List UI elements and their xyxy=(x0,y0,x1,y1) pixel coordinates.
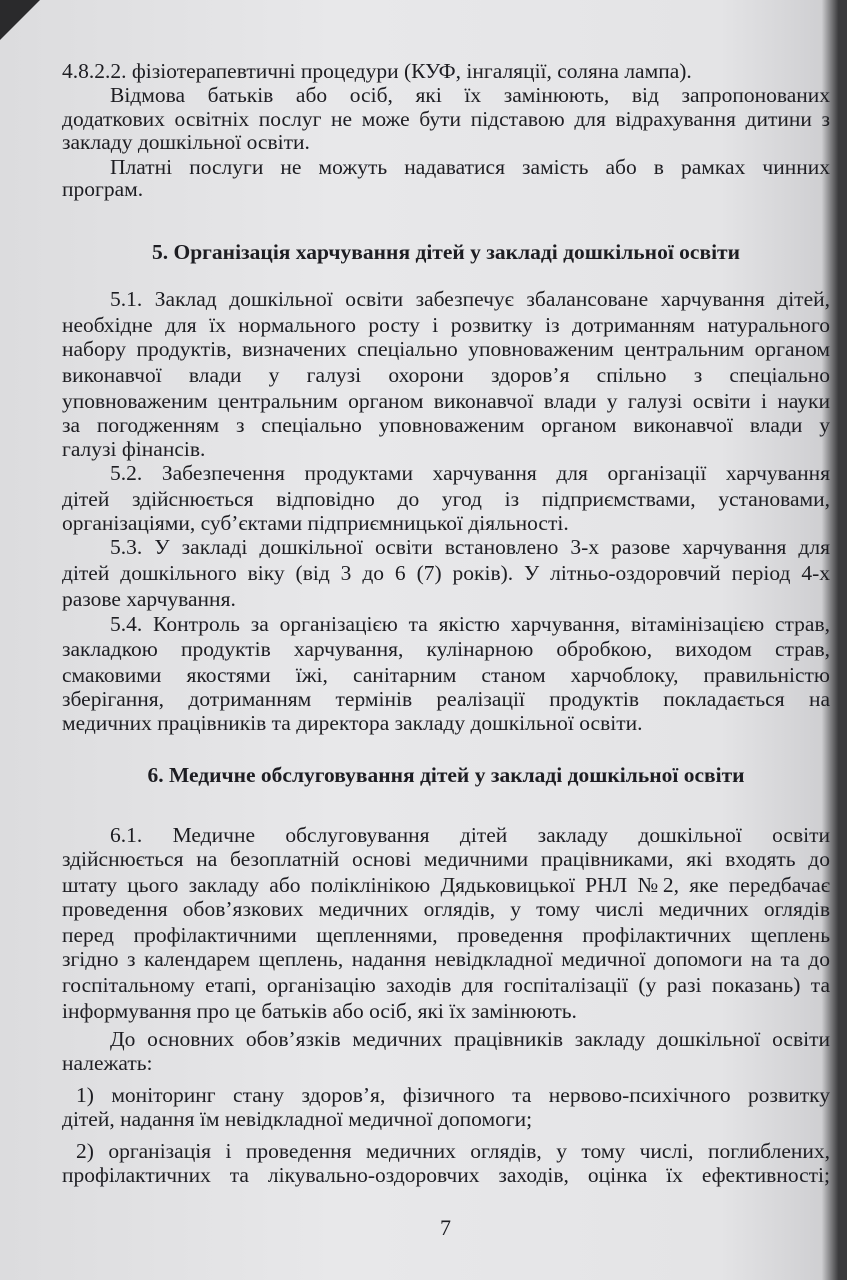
text-line: галузі фінансів. xyxy=(62,437,206,461)
text-line: дітей дошкільного віку (від 3 до 6 (7) років). У літньо-оздоровчий період 4-х xyxy=(62,561,830,585)
text-line: Платні послуги не можуть надаватися замість або в рамках чинних xyxy=(110,155,830,179)
text-line: набору продуктів, визначених спеціально уповноваженим центральним органом xyxy=(62,337,830,361)
text-line: інформування про це батьків або осіб, які їх замінюють. xyxy=(62,999,577,1023)
text-line: профілактичних та лікувально-оздоровчих заходів, оцінка їх ефективності; xyxy=(62,1163,830,1187)
text-line: організаціями, суб’єктами підприємницької діяльності. xyxy=(62,511,569,535)
text-line: здійснюється на безоплатній основі медичними працівниками, які входять до xyxy=(62,847,830,871)
text-line: зберігання, дотриманням термінів реалізації продуктів покладається на xyxy=(62,687,830,711)
text-line: До основних обов’язків медичних працівників закладу дошкільної освіти xyxy=(110,1027,830,1051)
text-line: госпітальному етапі, організацію заходів для госпіталізації (у разі показань) та xyxy=(62,973,830,997)
text-line: дітей, надання їм невідкладної медичної допомоги; xyxy=(62,1107,533,1131)
text-line: перед профілактичними щепленнями, проведення профілактичних щеплень xyxy=(62,923,830,947)
text-line: закладкою продуктів харчування, кулінарною обробкою, виходом страв, xyxy=(62,637,830,661)
text-line: 5.3. У закладі дошкільної освіти встановлено 3-х разове харчування для xyxy=(110,535,830,559)
text-line: закладу дошкільної освіти. xyxy=(62,130,310,154)
text-line: згідно з календарем щеплень, надання невідкладної медичної допомоги на та до xyxy=(62,947,830,971)
text-line: додаткових освітніх послуг не може бути підставою для відрахування дитини з xyxy=(62,107,830,131)
text-line: за погодженням з спеціально уповноваженим органом виконавчої влади у xyxy=(62,413,830,437)
text-line: необхідне для їх нормального росту і розвитку із дотриманням натурального xyxy=(62,313,830,337)
photo-corner-shadow xyxy=(0,0,40,40)
text-line: 5.4. Контроль за організацією та якістю харчування, вітамінізацією страв, xyxy=(110,612,830,636)
text-line: виконавчої влади у галузі охорони здоров’я спільно з спеціально xyxy=(62,363,830,387)
text-line: 4.8.2.2. фізіотерапевтичні процедури (КУФ, інгаляції, соляна лампа). xyxy=(62,59,692,83)
page-number: 7 xyxy=(440,1215,451,1240)
text-line: проведення обов’язкових медичних оглядів, у тому числі медичних оглядів xyxy=(62,897,830,921)
text-line: смаковими якостями їжі, санітарним станом харчоблоку, правильністю xyxy=(62,663,830,687)
text-line: разове харчування. xyxy=(62,587,236,611)
text-line: уповноваженим центральним органом виконавчої влади у галузі освіти і науки xyxy=(62,389,830,413)
text-line: медичних працівників та директора закладу дошкільної освіти. xyxy=(62,711,643,735)
text-line: дітей здійснюється відповідно до угод із підприємствами, установами, xyxy=(62,487,830,511)
text-line: 2) організація і проведення медичних оглядів, у тому числі, поглиблених, xyxy=(76,1139,830,1163)
text-line: 1) моніторинг стану здоров’я, фізичного та нервово-психічного розвитку xyxy=(76,1083,830,1107)
text-line: 6.1. Медичне обслуговування дітей закладу дошкільної освіти xyxy=(110,823,830,847)
section-heading: 5. Організація харчування дітей у закладі дошкільної освіти xyxy=(151,240,740,264)
text-line: 5.1. Заклад дошкільної освіти забезпечує збалансоване харчування дітей, xyxy=(110,287,830,311)
text-line: 5.2. Забезпечення продуктами харчування для організації харчування xyxy=(110,461,830,485)
section-heading: 6. Медичне обслуговування дітей у закладі дошкільної освіти xyxy=(147,763,745,787)
text-line: штату цього закладу або поліклінікою Дядьковицької РНЛ №2, яке передбачає xyxy=(62,873,830,897)
text-line: програм. xyxy=(62,177,144,201)
text-line: Відмова батьків або осіб, які їх замінюють, від запропонованих xyxy=(110,83,830,107)
text-line: належать: xyxy=(62,1051,153,1075)
